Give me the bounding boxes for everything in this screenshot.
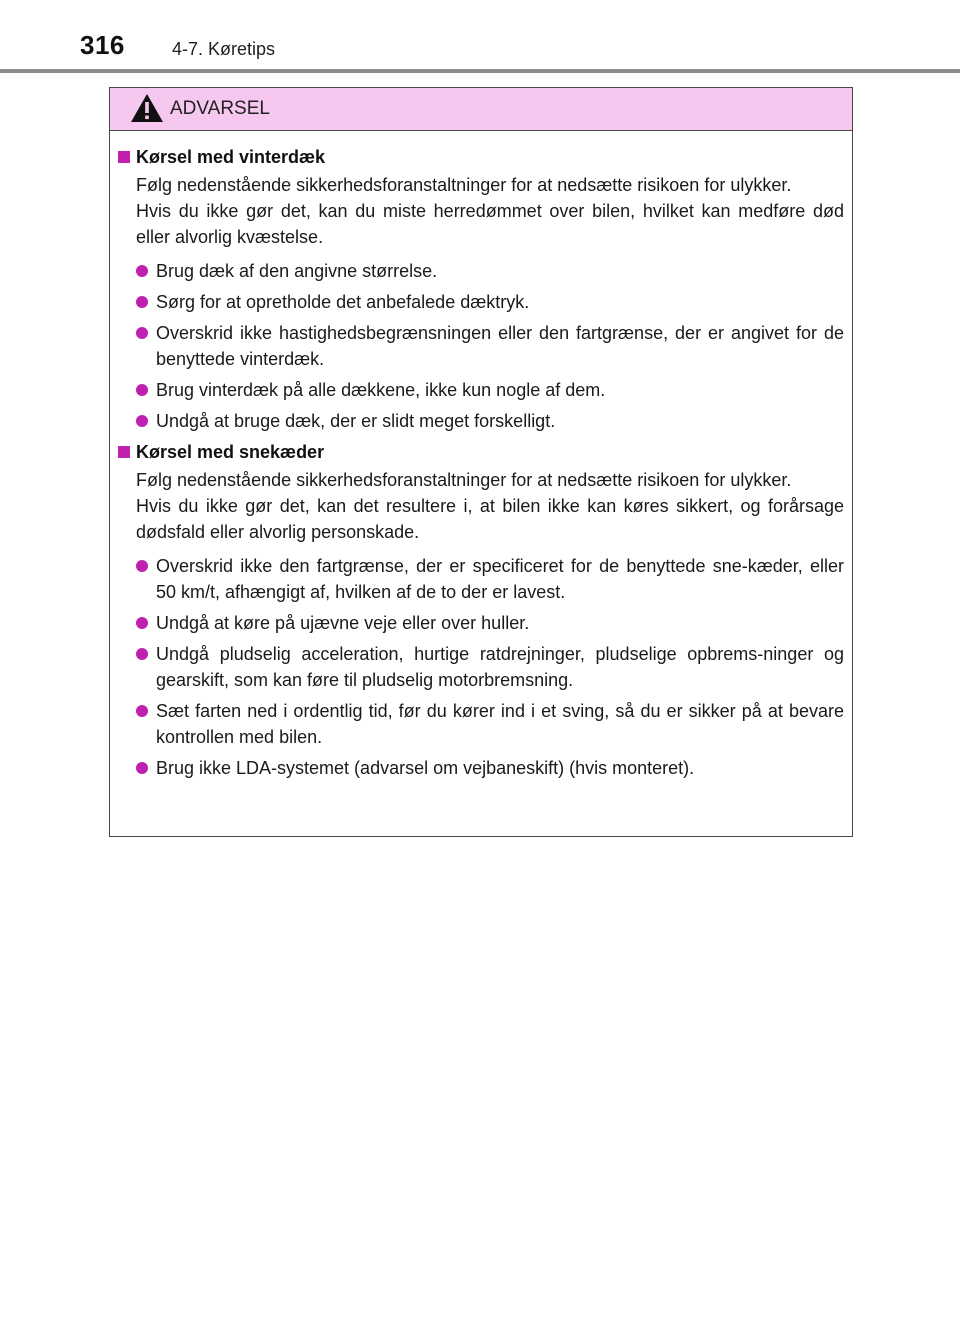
list-item xyxy=(116,610,844,636)
list-item-text: Brug dæk af den angivne størrelse. xyxy=(156,261,438,281)
round-bullet-icon xyxy=(136,296,148,308)
warning-box xyxy=(109,87,853,837)
list-item-text: Undgå at køre på ujævne veje eller over huller. xyxy=(156,613,530,633)
round-bullet-icon xyxy=(136,327,148,339)
list-item xyxy=(116,755,844,781)
round-bullet-icon xyxy=(136,705,148,717)
list-item xyxy=(116,698,844,750)
warning-triangle-icon xyxy=(130,93,164,123)
paragraph: Hvis du ikke gør det, kan det resultere i, at bilen ikke kan køres sikkert, og forårsage dødsfald eller alvorlig personskade. xyxy=(136,496,844,542)
round-bullet-icon xyxy=(136,560,148,572)
list-item xyxy=(116,641,844,693)
list-item xyxy=(116,320,844,372)
list-item xyxy=(116,258,844,284)
round-bullet-icon xyxy=(136,617,148,629)
list-item xyxy=(116,377,844,403)
list-item-text: Overskrid ikke den fartgrænse, der er specificeret for de benyttede sne-kæder, eller 50 km/t, afhængigt af, hvilken af de to der er lavest. xyxy=(156,556,844,602)
section-heading-text: Kørsel med vinterdæk xyxy=(136,147,326,167)
list-item xyxy=(116,553,844,605)
paragraph: Hvis du ikke gør det, kan du miste herredømmet over bilen, hvilket kan medføre død eller alvorlig kvæstelse. xyxy=(136,201,844,247)
list-item xyxy=(116,408,844,434)
bullet-list xyxy=(116,258,844,434)
list-item-text: Sørg for at opretholde det anbefalede dæktryk. xyxy=(156,292,530,312)
warning-title: ADVARSEL xyxy=(170,98,270,119)
list-item-text: Brug vinterdæk på alle dækkene, ikke kun nogle af dem. xyxy=(156,380,606,400)
paragraph: Følg nedenstående sikkerhedsforanstaltninger for at nedsætte risikoen for ulykker. xyxy=(136,470,792,490)
section-heading-winter-tires xyxy=(116,144,844,170)
list-item-text: Undgå pludselig acceleration, hurtige ratdrejninger, pludselige opbrems-ninger og gearskift, som kan føre til pludselig motorbremsning. xyxy=(156,644,844,690)
paragraph: Følg nedenstående sikkerhedsforanstaltninger for at nedsætte risikoen for ulykker. xyxy=(136,175,792,195)
list-item-text: Sæt farten ned i ordentlig tid, før du kører ind i et sving, så du er sikker på at bevare kontrollen med bilen. xyxy=(156,701,844,747)
warning-header xyxy=(110,88,852,131)
square-bullet-icon xyxy=(118,446,130,458)
section-heading-text: Kørsel med snekæder xyxy=(136,442,325,462)
bullet-list xyxy=(116,553,844,781)
round-bullet-icon xyxy=(136,762,148,774)
list-item-text: Undgå at bruge dæk, der er slidt meget forskelligt. xyxy=(156,411,556,431)
section-heading-snow-chains xyxy=(116,439,844,465)
list-item xyxy=(116,289,844,315)
section-title: 4-7. Køretips xyxy=(172,39,276,59)
page-number: 316 xyxy=(80,30,125,60)
round-bullet-icon xyxy=(136,384,148,396)
list-item-text: Brug ikke LDA-systemet (advarsel om vejbaneskift) (hvis monteret). xyxy=(156,758,695,778)
warning-content xyxy=(116,144,844,786)
square-bullet-icon xyxy=(118,151,130,163)
round-bullet-icon xyxy=(136,415,148,427)
header-rule xyxy=(0,69,960,73)
list-item-text: Overskrid ikke hastighedsbegrænsningen eller den fartgrænse, der er angivet for de benyttede vinterdæk. xyxy=(156,323,844,369)
round-bullet-icon xyxy=(136,265,148,277)
round-bullet-icon xyxy=(136,648,148,660)
